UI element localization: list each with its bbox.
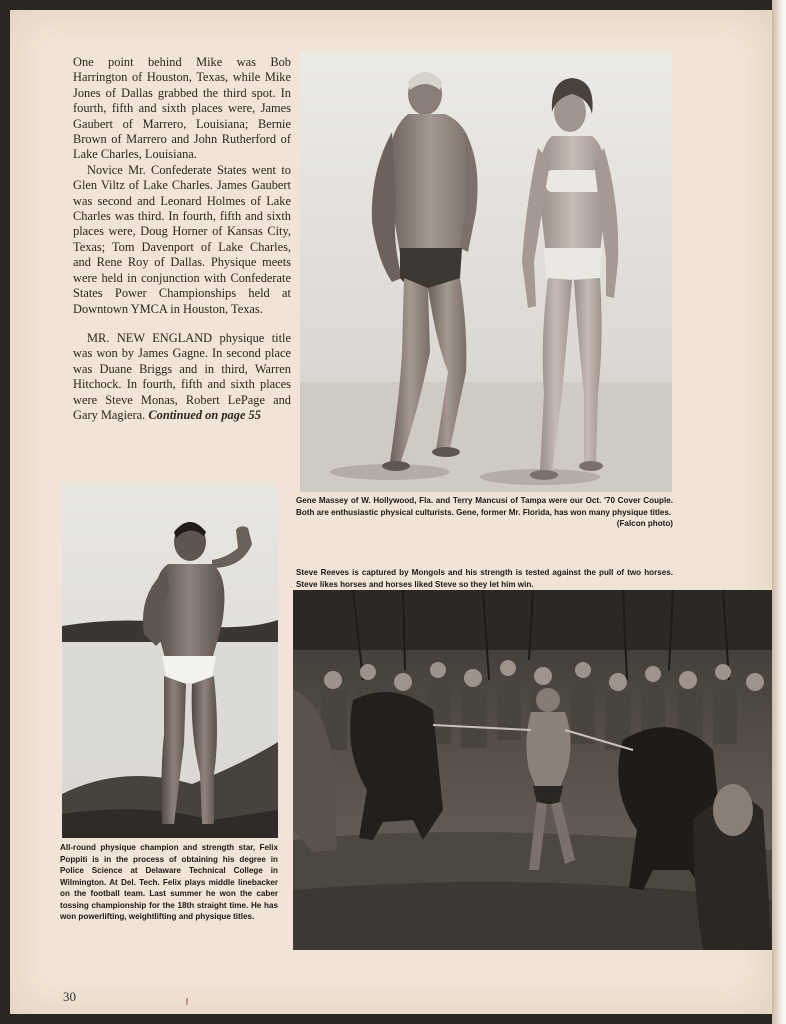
continued-note: Continued on page 55: [148, 407, 261, 422]
article-paragraph-text: MR. NEW ENGLAND physique title was won by James Gagne. In second place was Duane Briggs and in third, Warren Hitchock. In fourth, fifth and sixth places were Steve Monas, Robert LePage and Gary Magiera.: [73, 330, 291, 422]
article-paragraph: [73, 331, 291, 423]
magazine-page: [10, 10, 772, 1014]
cover-couple-photo: [300, 52, 672, 492]
felix-poppiti-photo: [62, 484, 278, 838]
steve-reeves-caption: Steve Reeves is captured by Mongols and his strength is tested against the pull of two horses. Steve likes horses and horses liked Steve so they let him win.: [296, 568, 673, 589]
cover-couple-caption: [296, 495, 673, 530]
cover-couple-caption-text: Gene Massey of W. Hollywood, Fla. and Terry Mancusi of Tampa were our Oct. '70 Cover Couple. Both are enthusiastic physical culturists. Gene, former Mr. Florida, has won many physique titles.: [296, 496, 673, 517]
photo-credit: (Falcon photo): [616, 519, 673, 528]
article-paragraph: One point behind Mike was Bob Harrington of Houston, Texas, while Mike Jones of Dallas grabbed the third spot. In fourth, fifth and sixth places were, James Gaubert of Marrero, Louisiana; Bernie Brown of Marrero and John Rutherford of Lake Charles, Louisiana.: [73, 55, 291, 162]
article-paragraph: Novice Mr. Confederate States went to Glen Viltz of Lake Charles. James Gaubert was second and Leonard Holmes of Lake Charles was third. In fourth, fifth and sixth places were, Doug Horner of Kansas City, Texas; Tom Davenport of Lake Charles, and Rene Roy of Dallas. Physique meets were held in conjunction with Confederate States Power Championships held at Downtown YMCA in Houston, Texas.: [73, 162, 291, 316]
felix-poppiti-caption: All-round physique champion and strength star, Felix Poppiti is in the process of obtaining his degree in Police Science at Delaware Technical College in Wilmington. At Del. Tech. Felix plays middle linebacker on the football team. Last summer he won the caber tossing championship for the 18th straight time. He has won powerlifting, weightlifting and physique titles.: [60, 843, 278, 921]
page-number: 30: [63, 989, 76, 1004]
ink-mark: [186, 998, 188, 1005]
steve-reeves-photo: [293, 590, 772, 950]
page-edge: [772, 0, 786, 1024]
article-text: [73, 55, 291, 423]
